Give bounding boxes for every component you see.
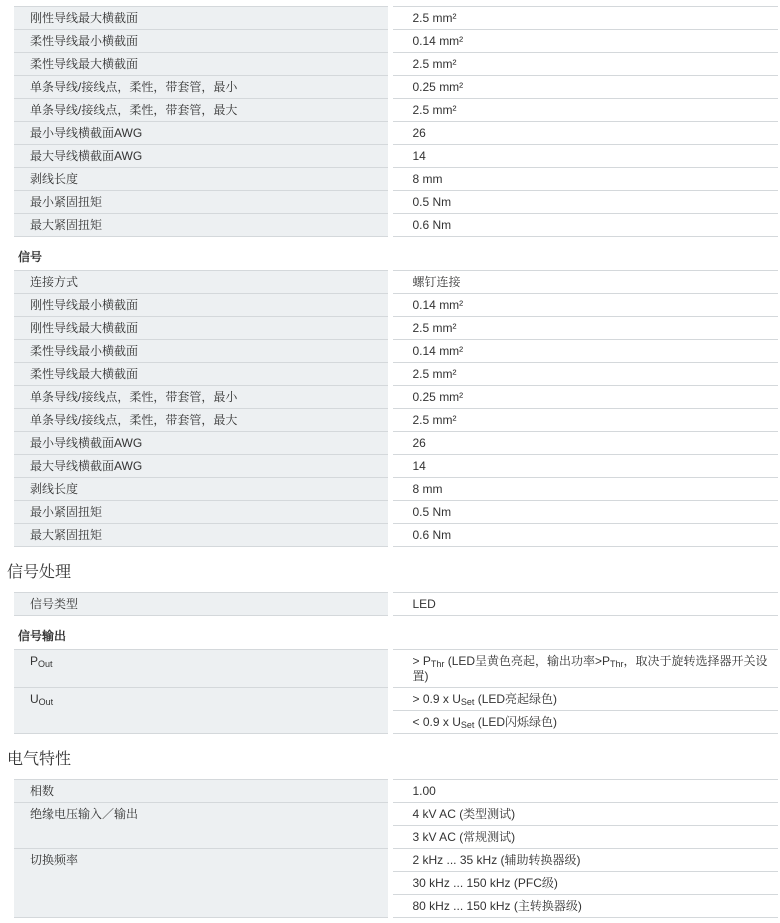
spec-value: 0.14 mm² [390,30,778,53]
spec-row [14,455,778,478]
subscript: Out [38,697,54,707]
spec-row [14,849,778,872]
spec-row [14,122,778,145]
spec-table-signal-output-table [14,649,778,734]
spec-label: 最小紧固扭矩 [14,501,390,524]
spec-value: 80 kHz ... 150 kHz (主转换器级) [390,895,778,918]
section-title-signal: 信号 [18,250,43,264]
spec-value: 螺钉连接 [390,271,778,294]
spec-row [14,409,778,432]
spec-row [14,99,778,122]
spec-value: 2.5 mm² [390,7,778,30]
spec-label: 最小导线横截面AWG [14,432,390,455]
spec-value: 0.14 mm² [390,340,778,363]
subscript: Set [460,720,475,730]
spec-row [14,30,778,53]
spec-row [14,593,778,616]
spec-value: 0.25 mm² [390,386,778,409]
spec-label: 切换频率 [14,849,390,918]
spec-label: 柔性导线最小横截面 [14,340,390,363]
spec-label: 最大导线横截面AWG [14,455,390,478]
spec-value: 0.5 Nm [390,191,778,214]
spec-row [14,294,778,317]
spec-value: 0.25 mm² [390,76,778,99]
spec-row [14,688,778,711]
section-title-signal-output: 信号输出 [18,629,67,643]
spec-row [14,214,778,237]
spec-row [14,780,778,803]
spec-label: 单条导线/接线点，柔性，带套管，最小 [14,386,390,409]
spec-row [14,76,778,99]
spec-row [14,478,778,501]
spec-value: 3 kV AC (常规测试) [390,826,778,849]
subscript: Set [460,697,475,707]
spec-label: 相数 [14,780,390,803]
spec-label: 单条导线/接线点，柔性，带套管，最大 [14,409,390,432]
spec-table-connection-data-continued [14,6,778,237]
spec-label: 最小导线横截面AWG [14,122,390,145]
spec-label: 信号类型 [14,593,390,616]
spec-row [14,650,778,688]
spec-value: 8 mm [390,168,778,191]
spec-value: 4 kV AC (类型测试) [390,803,778,826]
spec-row [14,340,778,363]
spec-label: 刚性导线最大横截面 [14,317,390,340]
spec-label: 最大紧固扭矩 [14,214,390,237]
spec-label: 剥线长度 [14,478,390,501]
spec-label: 柔性导线最大横截面 [14,53,390,76]
spec-value: > 0.9 x $U_{Set}$ (LED亮起绿色) [390,688,778,711]
spec-row [14,524,778,547]
subscript: Out [38,659,53,669]
spec-row [14,53,778,76]
section-title-electrical-properties: 电气特性 [7,751,72,768]
spec-value: 0.6 Nm [390,524,778,547]
spec-value: < 0.9 x $U_{Set}$ (LED闪烁绿色) [390,711,778,734]
spec-value: 2 kHz ... 35 kHz (辅助转换器级) [390,849,778,872]
spec-value: 30 kHz ... 150 kHz (PFC级) [390,872,778,895]
spec-row [14,432,778,455]
spec-label: 最大紧固扭矩 [14,524,390,547]
section-title-signal-processing: 信号处理 [7,564,72,581]
spec-value: > $P_{Thr}$ (LED呈黄色亮起，输出功率$>P_{Thr}$，取决于旋转选择器开关设置) [390,650,778,688]
spec-table-signal-processing-table [14,592,778,616]
spec-label: 柔性导线最大横截面 [14,363,390,386]
spec-row [14,317,778,340]
spec-label: 最小紧固扭矩 [14,191,390,214]
spec-label: 剥线长度 [14,168,390,191]
spec-row [14,191,778,214]
spec-label: $U_{Out}$ [14,688,390,734]
spec-value: 0.6 Nm [390,214,778,237]
spec-label: 连接方式 [14,271,390,294]
spec-label: 最大导线横截面AWG [14,145,390,168]
spec-row [14,803,778,826]
spec-value: 0.5 Nm [390,501,778,524]
spec-row [14,501,778,524]
spec-row [14,145,778,168]
spec-value: 14 [390,145,778,168]
spec-row [14,363,778,386]
spec-value: 2.5 mm² [390,99,778,122]
spec-row [14,271,778,294]
spec-label: 柔性导线最小横截面 [14,30,390,53]
spec-value: 26 [390,432,778,455]
spec-label: 绝缘电压输入／输出 [14,803,390,849]
spec-value: 2.5 mm² [390,317,778,340]
spec-value: 1.00 [390,780,778,803]
spec-table-electrical-properties-table [14,779,778,918]
spec-value: 26 [390,122,778,145]
spec-value: LED [390,593,778,616]
spec-row [14,168,778,191]
spec-label: 刚性导线最小横截面 [14,294,390,317]
spec-value: 0.14 mm² [390,294,778,317]
subscript: Thr [430,659,445,669]
spec-value: 2.5 mm² [390,363,778,386]
spec-row [14,386,778,409]
spec-label: 单条导线/接线点，柔性，带套管，最小 [14,76,390,99]
spec-value: 8 mm [390,478,778,501]
spec-table-signal-table [14,270,778,547]
subscript: Thr [610,659,624,669]
spec-value: 2.5 mm² [390,409,778,432]
spec-value: 14 [390,455,778,478]
spec-label: $P_{Out}$ [14,650,390,688]
spec-label: 刚性导线最大横截面 [14,7,390,30]
spec-row [14,7,778,30]
spec-label: 单条导线/接线点，柔性，带套管，最大 [14,99,390,122]
spec-value: 2.5 mm² [390,53,778,76]
